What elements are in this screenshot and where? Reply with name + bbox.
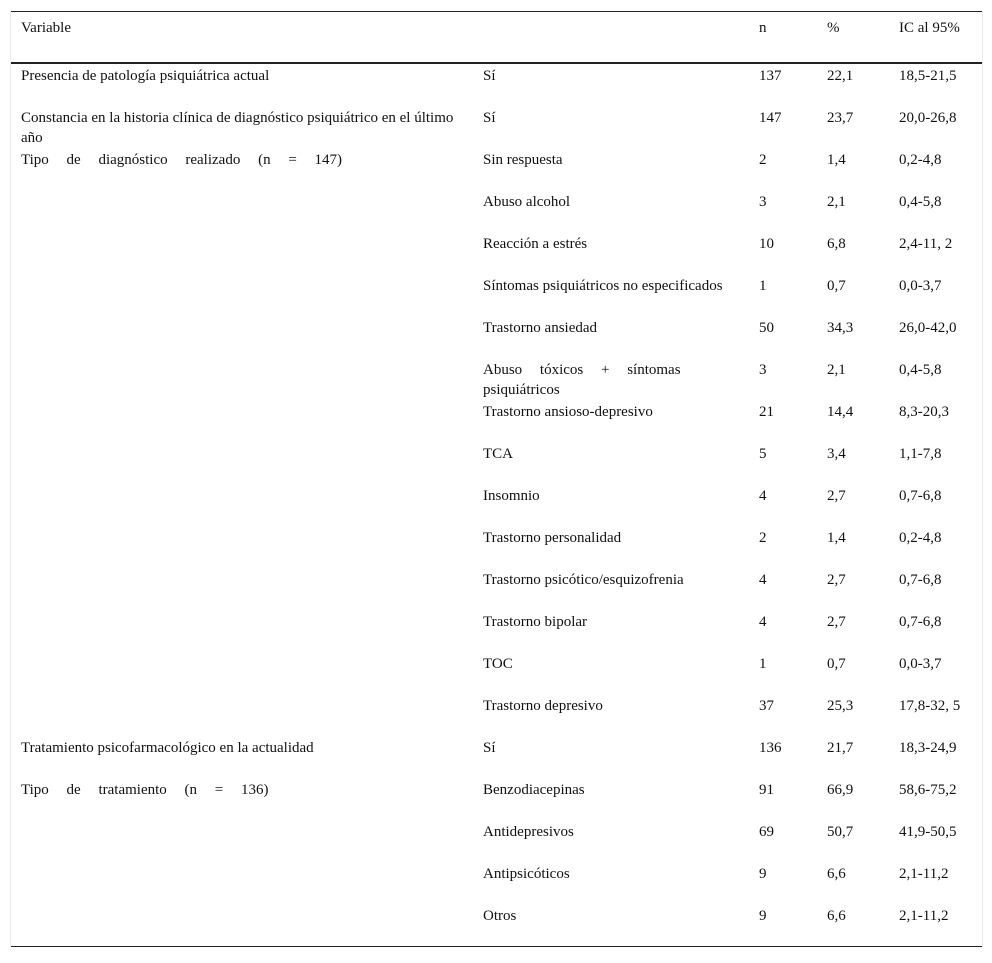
cell-n: 5 [759, 446, 767, 462]
cell-category: Benzodiacepinas [483, 782, 585, 798]
cell-n: 2 [759, 152, 767, 168]
table-body [11, 63, 982, 947]
table-header-row [11, 12, 982, 64]
cell-ci: 26,0-42,0 [899, 320, 957, 336]
cell-ci: 20,0-26,8 [899, 110, 957, 126]
cell-variable [11, 484, 473, 526]
data-table-container [10, 11, 983, 947]
cell-percent: 6,8 [827, 236, 846, 252]
cell-category: Trastorno psicótico/esquizofrenia [483, 572, 684, 588]
cell-ci: 0,0-3,7 [899, 278, 942, 294]
cell-variable [11, 232, 473, 274]
cell-ci: 0,2-4,8 [899, 152, 942, 168]
cell-variable [11, 190, 473, 232]
cell-variable [11, 610, 473, 652]
cell-category: Antidepresivos [483, 824, 574, 840]
cell-ci: 0,2-4,8 [899, 530, 942, 546]
cell-ci: 2,4-11, 2 [899, 236, 953, 252]
cell-ci: 2,1-11,2 [899, 866, 949, 882]
table-row [11, 610, 982, 652]
table-row [11, 316, 982, 358]
cell-variable [11, 904, 473, 947]
cell-variable [11, 820, 473, 862]
cell-variable [11, 526, 473, 568]
results-table [11, 11, 982, 947]
cell-percent: 22,1 [827, 68, 854, 84]
cell-variable [11, 400, 473, 442]
cell-n: 69 [759, 824, 774, 840]
cell-category: Sí [483, 740, 496, 756]
cell-category: TCA [483, 446, 513, 462]
table-row [11, 63, 982, 106]
cell-category: Trastorno ansioso-depresivo [483, 404, 653, 420]
table-row [11, 400, 982, 442]
cell-percent: 2,7 [827, 488, 846, 504]
table-row [11, 484, 982, 526]
cell-ci: 0,7-6,8 [899, 488, 942, 504]
cell-percent: 1,4 [827, 152, 846, 168]
table-row [11, 148, 982, 190]
cell-category: Abuso alcohol [483, 194, 571, 210]
table-row [11, 820, 982, 862]
cell-percent: 50,7 [827, 824, 854, 840]
table-row [11, 442, 982, 484]
cell-ci: 0,7-6,8 [899, 572, 942, 588]
cell-n: 9 [759, 908, 767, 924]
cell-percent: 21,7 [827, 740, 854, 756]
cell-ci: 0,0-3,7 [899, 656, 942, 672]
cell-variable [11, 274, 473, 316]
cell-percent: 34,3 [827, 320, 854, 336]
cell-ci: 41,9-50,5 [899, 824, 957, 840]
cell-percent: 66,9 [827, 782, 854, 798]
cell-n: 147 [759, 110, 782, 126]
table-row [11, 106, 982, 148]
table-row [11, 652, 982, 694]
cell-category: Insomnio [483, 488, 540, 504]
header-percent: % [827, 20, 840, 36]
cell-n: 4 [759, 488, 767, 504]
cell-category: Sí [483, 110, 496, 126]
header-ci: IC al 95% [899, 20, 960, 36]
cell-percent: 0,7 [827, 656, 846, 672]
table-row [11, 190, 982, 232]
cell-n: 3 [759, 362, 767, 378]
cell-n: 1 [759, 656, 767, 672]
cell-category: Trastorno ansiedad [483, 320, 598, 336]
cell-n: 50 [759, 320, 774, 336]
table-row [11, 232, 982, 274]
cell-ci: 0,4-5,8 [899, 194, 942, 210]
cell-category: Sí [483, 68, 496, 84]
cell-variable [11, 862, 473, 904]
cell-n: 21 [759, 404, 774, 420]
cell-ci: 18,3-24,9 [899, 740, 957, 756]
cell-category: Síntomas psiquiátricos no especificados [483, 278, 723, 294]
table-row [11, 778, 982, 820]
cell-variable [11, 358, 473, 400]
cell-category: Trastorno bipolar [483, 614, 588, 630]
cell-variable: Tipo de diagnóstico realizado (n = 147) [21, 152, 343, 168]
cell-percent: 3,4 [827, 446, 846, 462]
cell-n: 4 [759, 572, 767, 588]
table-row [11, 904, 982, 947]
cell-variable: Tipo de tratamiento (n = 136) [21, 782, 269, 798]
cell-ci: 18,5-21,5 [899, 68, 957, 84]
cell-percent: 2,1 [827, 362, 846, 378]
cell-variable: Constancia en la historia clínica de diagnóstico psiquiátrico en el último año [21, 110, 454, 146]
cell-ci: 0,7-6,8 [899, 614, 942, 630]
cell-percent: 1,4 [827, 530, 846, 546]
cell-ci: 0,4-5,8 [899, 362, 942, 378]
cell-ci: 58,6-75,2 [899, 782, 957, 798]
table-row [11, 274, 982, 316]
cell-percent: 25,3 [827, 698, 854, 714]
cell-percent: 2,1 [827, 194, 846, 210]
cell-ci: 2,1-11,2 [899, 908, 949, 924]
cell-category: TOC [483, 656, 513, 672]
cell-n: 91 [759, 782, 774, 798]
cell-ci: 8,3-20,3 [899, 404, 949, 420]
cell-category: Trastorno depresivo [483, 698, 603, 714]
cell-variable [11, 316, 473, 358]
cell-variable [11, 652, 473, 694]
cell-variable: Presencia de patología psiquiátrica actual [21, 68, 270, 84]
cell-n: 4 [759, 614, 767, 630]
table-row [11, 358, 982, 400]
cell-category: Trastorno personalidad [483, 530, 622, 546]
cell-percent: 14,4 [827, 404, 854, 420]
cell-percent: 23,7 [827, 110, 854, 126]
table-row [11, 694, 982, 736]
cell-percent: 0,7 [827, 278, 846, 294]
header-n: n [759, 20, 767, 36]
cell-n: 2 [759, 530, 767, 546]
cell-n: 137 [759, 68, 782, 84]
cell-percent: 2,7 [827, 572, 846, 588]
header-category [473, 12, 749, 64]
cell-variable: Tratamiento psicofarmacológico en la actualidad [21, 740, 314, 756]
cell-n: 1 [759, 278, 767, 294]
cell-n: 3 [759, 194, 767, 210]
cell-n: 136 [759, 740, 782, 756]
cell-variable [11, 442, 473, 484]
cell-percent: 6,6 [827, 866, 846, 882]
table-row [11, 526, 982, 568]
cell-ci: 17,8-32, 5 [899, 698, 961, 714]
header-variable: Variable [21, 20, 71, 36]
cell-category: Abuso tóxicos + síntomas psiquiátricos [483, 362, 681, 398]
cell-category: Reacción a estrés [483, 236, 588, 252]
cell-category: Otros [483, 908, 517, 924]
table-row [11, 862, 982, 904]
cell-ci: 1,1-7,8 [899, 446, 942, 462]
cell-category: Sin respuesta [483, 152, 563, 168]
table-row [11, 568, 982, 610]
cell-n: 10 [759, 236, 774, 252]
cell-category: Antipsicóticos [483, 866, 570, 882]
cell-percent: 2,7 [827, 614, 846, 630]
cell-n: 9 [759, 866, 767, 882]
cell-variable [11, 694, 473, 736]
cell-variable [11, 568, 473, 610]
cell-n: 37 [759, 698, 774, 714]
cell-percent: 6,6 [827, 908, 846, 924]
table-row [11, 736, 982, 778]
